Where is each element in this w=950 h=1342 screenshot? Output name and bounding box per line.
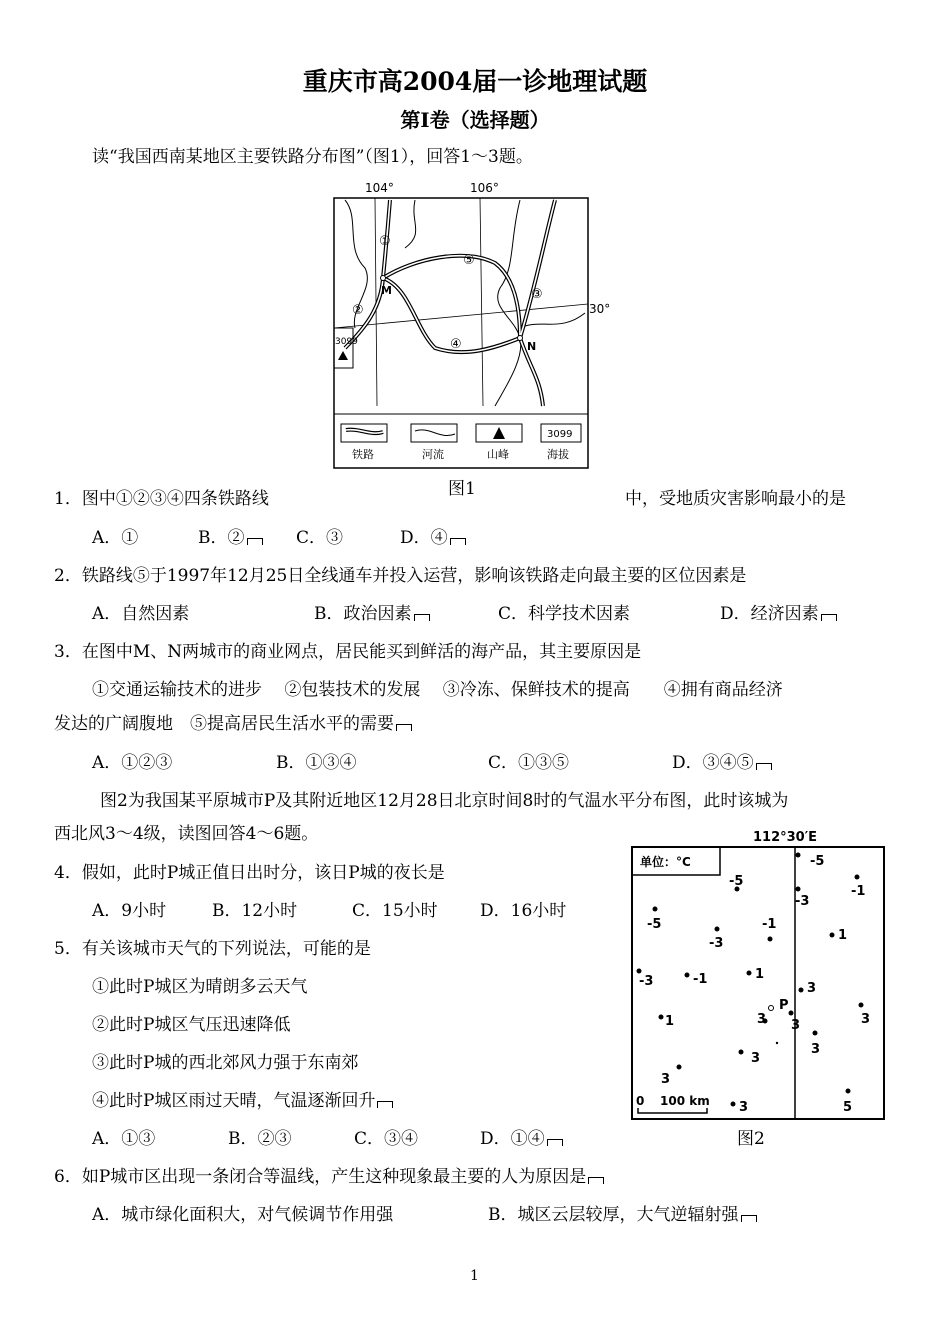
peak-elevation-label: 3099 <box>335 337 358 347</box>
legend-elev-value: 3099 <box>547 429 573 440</box>
q2-stem: 2．铁路线⑤于1997年12月25日全线通车并投入运营，影响该铁路走向最主要的区位因素是 <box>54 566 747 586</box>
value-21: 5 <box>843 1100 853 1115</box>
q6-option-a: A．城市绿化面积大，对气候调节作用强 <box>92 1205 394 1225</box>
legend-peak-icon <box>493 427 505 439</box>
q4-option-d: D．16小时 <box>480 901 567 921</box>
fig2-longitude-label: 112°30′E <box>753 830 818 845</box>
route-label-5: ⑤ <box>463 253 475 268</box>
q3-choices-line-2: 发达的广阔腹地 ⑤提高居民生活水平的需要 <box>54 713 412 735</box>
value-18: 3 <box>751 1051 761 1066</box>
fig1-lon-106: 106° <box>470 181 499 195</box>
city-p-marker <box>769 1006 774 1011</box>
q5-option-a: A．①③ <box>92 1129 156 1149</box>
page-title: 重庆市高2004届一诊地理试题 <box>302 67 648 96</box>
route-label-4: ④ <box>450 337 462 352</box>
q4-stem: 4．假如，此时P城正值日出时分，该日P城的夜长是 <box>54 863 445 883</box>
figure-2-caption: 图2 <box>737 1129 765 1149</box>
city-m-label: M <box>381 284 392 297</box>
value-17: 3 <box>811 1042 821 1057</box>
route-label-2: ② <box>352 303 364 318</box>
route-label-1: ① <box>379 234 391 249</box>
point-15 <box>859 1003 864 1008</box>
q3-option-c: C．①③⑤ <box>488 753 570 773</box>
value-5: -5 <box>647 917 662 932</box>
point-10 <box>685 973 690 978</box>
intro-text-2-line-1: 图2为我国某平原城市P及其附近地区12月28日北京时间8时的气温水平分布图，此时该城为 <box>100 791 789 811</box>
value-9: -3 <box>639 974 654 989</box>
fig1-meridian-106 <box>480 198 483 406</box>
scale-bar <box>638 1108 707 1113</box>
city-p-label: P <box>779 998 789 1013</box>
value-7: -1 <box>762 917 777 932</box>
point-21 <box>846 1089 851 1094</box>
q1-option-c: C．③ <box>296 528 344 548</box>
point-4 <box>796 887 801 892</box>
q1-stem-b: 中，受地质灾害影响最小的是 <box>625 489 846 509</box>
page-number: 1 <box>470 1268 479 1284</box>
q2-option-b: B．政治因素 <box>314 603 430 625</box>
legend-railway-label: 铁路 <box>352 448 374 461</box>
value-4: -3 <box>795 894 810 909</box>
intro-text-1: 读“我国西南某地区主要铁路分布图”（图1），回答1～3题。 <box>92 147 533 167</box>
value-6: -3 <box>709 936 724 951</box>
q5-item-1: ①此时P城区为晴朗多云天气 <box>92 977 308 997</box>
q3-option-a: A．①②③ <box>92 753 173 773</box>
point-5 <box>653 907 658 912</box>
q5-option-d: D．①④ <box>480 1128 563 1150</box>
section-title: 第Ⅰ卷（选择题） <box>400 108 550 132</box>
q3-stem: 3．在图中M、N两城市的商业网点，居民能买到鲜活的海产品，其主要原因是 <box>54 642 642 662</box>
q2-option-c: C．科学技术因素 <box>498 604 631 624</box>
legend-elev-label: 海拔 <box>547 448 569 461</box>
fig1-lat-30: 30° <box>589 302 611 316</box>
peak-icon <box>338 351 348 360</box>
fig1-river-branch <box>520 313 585 328</box>
q5-item-3: ③此时P城的西北郊风力强于东南郊 <box>92 1053 359 1073</box>
value-11: 1 <box>755 967 765 982</box>
figure-1-caption: 图1 <box>448 479 476 499</box>
q3-option-b: B．①③④ <box>276 753 357 773</box>
q1-option-b: B．② <box>198 527 263 549</box>
point-17 <box>813 1031 818 1036</box>
q4-option-c: C．15小时 <box>352 901 438 921</box>
q3-option-d: D．③④⑤ <box>672 752 772 774</box>
figure-2-temperature-map <box>625 825 895 1125</box>
value-2: -5 <box>729 874 744 889</box>
city-m-marker <box>381 276 386 281</box>
q5-option-c: C．③④ <box>354 1129 419 1149</box>
route-label-3: ③ <box>531 287 543 302</box>
q6-stem: 6．如P城市区出现一条闭合等温线，产生这种现象最主要的人为原因是 <box>54 1166 604 1188</box>
q5-item-2: ②此时P城区气压迅速降低 <box>92 1015 291 1035</box>
value-19: 3 <box>661 1072 671 1087</box>
city-n-label: N <box>527 340 537 353</box>
q6-option-b: B．城区云层较厚，大气逆辐射强 <box>488 1204 757 1226</box>
value-15: 3 <box>861 1012 871 1027</box>
point-20 <box>731 1102 736 1107</box>
value-10: -1 <box>693 972 708 987</box>
scale-distance-label: 100 km <box>660 1094 710 1108</box>
fig1-frame <box>334 198 588 468</box>
q2-option-d: D．经济因素 <box>720 603 837 625</box>
point-11 <box>747 971 752 976</box>
q5-stem: 5．有关该城市天气的下列说法，可能的是 <box>54 939 371 959</box>
q2-option-a: A．自然因素 <box>92 604 190 624</box>
legend-peak-label: 山峰 <box>487 448 509 461</box>
fig2-unit-label: 单位：°C <box>640 855 691 869</box>
point-small <box>776 1042 778 1044</box>
point-18 <box>739 1050 744 1055</box>
fig1-river-north <box>405 200 416 248</box>
scale-zero-label: 0 <box>636 1094 645 1108</box>
point-7 <box>768 937 773 942</box>
fig1-lon-104: 104° <box>365 181 394 195</box>
value-12: 3 <box>807 981 817 996</box>
point-1 <box>796 853 801 858</box>
point-12 <box>799 988 804 993</box>
value-3: -1 <box>851 884 866 899</box>
figure-1-railway-map <box>315 178 615 478</box>
point-19 <box>677 1065 682 1070</box>
q1-option-a: A．① <box>92 528 139 548</box>
point-9 <box>637 969 642 974</box>
intro-text-2-line-2: 西北风3～4级，读图回答4～6题。 <box>54 824 319 844</box>
q4-option-b: B．12小时 <box>212 901 298 921</box>
q5-item-4: ④此时P城区雨过天晴，气温逐渐回升 <box>92 1090 393 1112</box>
q4-option-a: A．9小时 <box>92 901 167 921</box>
point-16 <box>659 1015 664 1020</box>
value-1: -5 <box>810 854 825 869</box>
value-8: 1 <box>838 928 848 943</box>
q3-choices-line-1: ①交通运输技术的进步 ②包装技术的发展 ③冷冻、保鲜技术的提高 ④拥有商品经济 <box>92 680 783 700</box>
value-14: 3 <box>791 1018 801 1033</box>
point-6 <box>715 927 720 932</box>
point-8 <box>830 933 835 938</box>
value-16: 1 <box>665 1014 675 1029</box>
value-20: 3 <box>739 1100 749 1115</box>
point-14 <box>789 1011 794 1016</box>
value-13: 3 <box>757 1012 767 1027</box>
point-3 <box>855 875 860 880</box>
q1-stem-a: 1．图中①②③④四条铁路线 <box>54 489 269 509</box>
q1-option-d: D．④ <box>400 527 466 549</box>
q5-option-b: B．②③ <box>228 1129 292 1149</box>
city-n-marker <box>518 336 523 341</box>
legend-river-label: 河流 <box>422 448 444 461</box>
fig2-value-points <box>637 853 871 1116</box>
